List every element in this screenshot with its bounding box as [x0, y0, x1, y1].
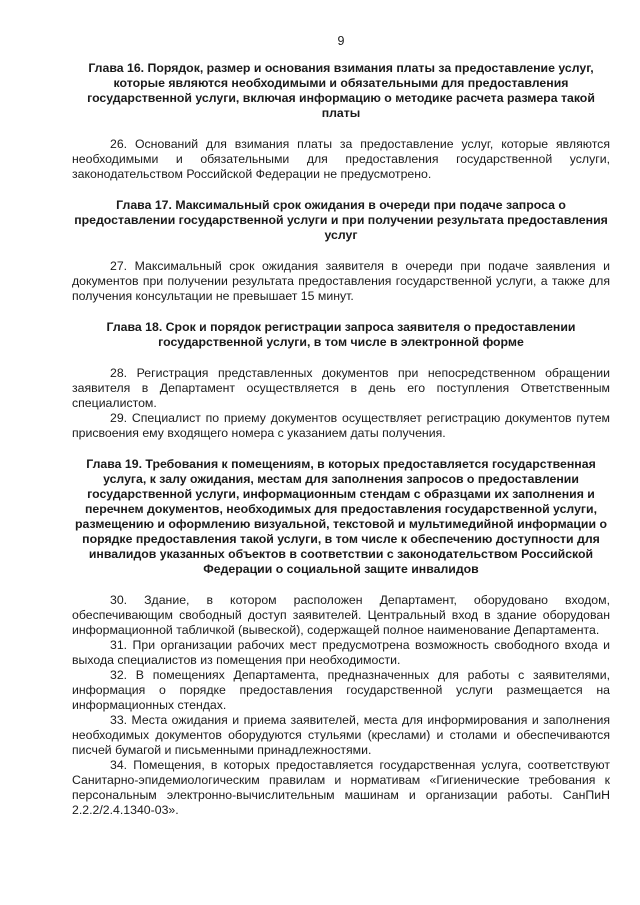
section-heading: Глава 17. Максимальный срок ожидания в очереди при подаче запроса о предоставлении государственной услуги и при получении результата предоставления услуг: [74, 198, 608, 242]
section-heading: Глава 16. Порядок, размер и основания взимания платы за предоставление услуг, которые являются необходимыми и обязательными для предоставления государственной услуги, включая информацию о методике расчета размера такой платы: [87, 61, 595, 120]
paragraph-33: 33. Места ожидания и приема заявителей, места для информирования и заполнения необходимых документов оборудуются стульями (креслами) и столами и обеспечиваются писчей бумагой и письменными принадлежностями.: [72, 713, 610, 757]
section-19: [72, 457, 610, 818]
paragraph-32: 32. В помещениях Департамента, предназначенных для работы с заявителями, информация о порядке предоставления государственной услуги размещается на информационных стендах.: [72, 668, 610, 712]
paragraph-29: 29. Специалист по приему документов осуществляет регистрацию документов путем присвоения ему входящего номера с указанием даты получения.: [72, 411, 610, 440]
section-17: [72, 198, 610, 304]
section-heading: Глава 19. Требования к помещениям, в которых предоставляется государственная услуга, к залу ожидания, местам для заполнения запросов о предоставлении государственной услуги, информационным стендам с образцами их заполнения и перечнем документов, необходимых для предоставления государственной услуги, размещению и оформлению визуальной, текстовой и мультимедийной информации о порядке предоставления такой услуги, в том числе к обеспечению доступности для инвалидов указанных объектов в соответствии с законодательством Российской Федерации о социальной защите инвалидов: [75, 457, 607, 576]
section-heading: Глава 18. Срок и порядок регистрации запроса заявителя о предоставлении государственной услуги, в том числе в электронной форме: [106, 320, 576, 349]
paragraph-26: 26. Оснований для взимания платы за предоставление услуг, которые являются необходимыми и обязательными для предоставления государственной услуги, законодательством Российской Федерации не предусмотрено.: [72, 137, 610, 181]
paragraph-34: 34. Помещения, в которых предоставляется государственная услуга, соответствуют Санитарно-эпидемиологическим правилам и нормативам «Гигиенические требования к персональным электронно-вычислительным машинам и организации работы. СанПиН 2.2.2/2.4.1340-03».: [72, 758, 610, 817]
page-number: 9: [337, 34, 345, 48]
section-16: [72, 61, 610, 182]
paragraph-27: 27. Максимальный срок ожидания заявителя в очереди при подаче заявления и документов при получении результата предоставления государственной услуги, а также для получения консультации не превышает 15 минут.: [72, 259, 610, 303]
section-18: [72, 320, 610, 441]
paragraph-31: 31. При организации рабочих мест предусмотрена возможность свободного входа и выхода специалистов из помещения при необходимости.: [72, 638, 610, 667]
paragraph-30: 30. Здание, в котором расположен Департамент, оборудовано входом, обеспечивающим свободный доступ заявителей. Центральный вход в здание оборудован информационной табличкой (вывеской), содержащей полное наименование Департамента.: [72, 593, 610, 637]
paragraph-28: 28. Регистрация представленных документов при непосредственном обращении заявителя в Департамент осуществляется в день его поступления Ответственным специалистом.: [72, 366, 610, 410]
